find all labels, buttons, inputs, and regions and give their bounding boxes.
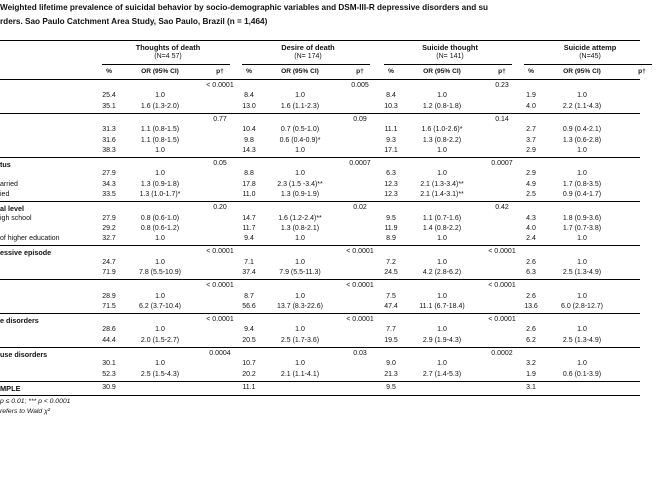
p-value: 0.23: [495, 82, 509, 89]
percent-cell: 17.8: [242, 180, 256, 188]
p-value: < 0.0001: [206, 82, 234, 89]
section-rule: [0, 245, 640, 246]
odds-ratio-cell: 1.6 (1.0-2.6)*: [421, 126, 463, 134]
percent-cell: 2.7: [526, 126, 536, 134]
percent-cell: 8.9: [386, 235, 396, 243]
group-rule: [384, 64, 512, 65]
row-label: ied: [0, 191, 10, 199]
odds-ratio-cell: 2.1 (1.4-3.1)**: [420, 191, 464, 199]
p-value: < 0.0001: [206, 316, 234, 323]
percent-cell: 6.3: [526, 269, 536, 277]
subhead-pct: %: [388, 68, 394, 75]
percent-cell: 13.0: [242, 102, 256, 110]
row-label: arried: [0, 180, 18, 188]
odds-ratio-cell: 1.0: [155, 92, 165, 100]
odds-ratio-cell: 2.9 (1.9-4.3): [422, 336, 462, 344]
section-rule: [0, 347, 640, 348]
odds-ratio-cell: 2.2 (1.1-4.3): [562, 102, 602, 110]
percent-cell: 12.3: [384, 180, 398, 188]
subhead-or: OR (95% CI): [423, 68, 461, 75]
percent-cell: 9.5: [386, 214, 396, 222]
odds-ratio-cell: 1.1 (0.8-1.5): [140, 126, 180, 134]
group-n: (N=45): [579, 53, 601, 60]
percent-cell: 2.4: [526, 235, 536, 243]
percent-cell: 8.7: [244, 292, 254, 300]
percent-cell: 11.1: [384, 126, 398, 134]
total-percent-cell: 9.5: [386, 383, 396, 391]
group-name: Suicide attemp: [563, 43, 617, 52]
odds-ratio-cell: 1.0: [295, 326, 305, 334]
percent-cell: 4.9: [526, 180, 536, 188]
p-value: 0.0007: [349, 160, 371, 167]
odds-ratio-cell: 2.3 (1.5 -3.4)**: [277, 180, 323, 188]
odds-ratio-cell: 0.6 (0.1-3.9): [562, 370, 602, 378]
percent-cell: 14.7: [242, 214, 256, 222]
odds-ratio-cell: 1.0: [295, 147, 305, 154]
percent-cell: 7.1: [244, 258, 254, 266]
percent-cell: 8.4: [386, 92, 396, 100]
percent-cell: 52.3: [102, 370, 116, 378]
section-label: essive episode: [0, 248, 52, 258]
odds-ratio-cell: 6.2 (3.7-10.4): [138, 303, 182, 310]
total-percent-cell: 30.9: [102, 383, 116, 391]
percent-cell: 10.7: [242, 360, 256, 368]
p-value: 0.0002: [491, 349, 513, 357]
odds-ratio-cell: 1.0: [577, 147, 587, 154]
percent-cell: 6.2: [526, 336, 536, 344]
odds-ratio-cell: 4.2 (2.8-6.2): [422, 269, 462, 277]
table-bottom-rule: [0, 395, 640, 396]
p-value: 0.77: [213, 115, 227, 123]
odds-ratio-cell: 1.3 (1.0-1.7)*: [139, 191, 181, 199]
footnote-significance: p ≤ 0.01; *** p < 0.0001: [0, 398, 71, 405]
odds-ratio-cell: 1.3 (0.6-2.8): [562, 136, 602, 144]
percent-cell: 44.4: [102, 336, 116, 344]
footnote-wald: refers to Wald χ²: [0, 408, 51, 415]
percent-cell: 9.8: [244, 136, 254, 144]
percent-cell: 56.6: [242, 303, 256, 310]
percent-cell: 4.3: [526, 214, 536, 222]
percent-cell: 9.0: [386, 360, 396, 368]
p-value: 0.42: [495, 204, 509, 212]
odds-ratio-cell: 0.9 (0.4-2.1): [562, 126, 602, 134]
caption-line-2: rders. Sao Paulo Catchment Area Study, Sao Paulo, Brazil (n = 1,464): [0, 17, 268, 26]
percent-cell: 9.3: [386, 136, 396, 144]
odds-ratio-cell: 6.0 (2.8-12.7): [560, 303, 604, 310]
section-label: tus: [0, 160, 11, 169]
odds-ratio-cell: 0.9 (0.4-1.7): [562, 191, 602, 199]
odds-ratio-cell: 2.0 (1.5-2.7): [140, 336, 180, 344]
p-value: 0.20: [213, 204, 227, 212]
percent-cell: 33.5: [102, 191, 116, 199]
subhead-p: p†: [356, 68, 364, 75]
odds-ratio-cell: 1.0: [155, 258, 165, 266]
odds-ratio-cell: 1.0: [577, 92, 587, 100]
percent-cell: 27.9: [102, 170, 116, 178]
group-n: (N= 141): [436, 53, 464, 60]
p-value: < 0.0001: [488, 316, 516, 323]
percent-cell: 3.2: [526, 360, 536, 368]
section-label: al level: [0, 204, 24, 214]
percent-cell: 29.2: [102, 225, 116, 232]
odds-ratio-cell: 1.0: [577, 360, 587, 368]
percent-cell: 4.0: [526, 102, 536, 110]
odds-ratio-cell: 2.5 (1.7-3.6): [280, 336, 320, 344]
odds-ratio-cell: 1.8 (0.9-3.6): [562, 214, 602, 222]
total-percent-cell: 11.1: [242, 383, 256, 391]
percent-cell: 31.3: [102, 126, 116, 134]
percent-cell: 17.1: [384, 147, 398, 154]
percent-cell: 71.9: [102, 269, 116, 277]
odds-ratio-cell: 1.0: [295, 92, 305, 100]
percent-cell: 11.7: [242, 225, 256, 232]
percent-cell: 4.0: [526, 225, 536, 232]
p-value: < 0.0001: [488, 248, 516, 256]
subhead-or: OR (95% CI): [281, 68, 319, 75]
percent-cell: 1.9: [526, 370, 536, 378]
odds-ratio-cell: 13.7 (8.3-22.6): [277, 303, 323, 310]
group-n: (N= 174): [294, 53, 322, 60]
odds-ratio-cell: 1.0: [577, 258, 587, 266]
group-rule: [242, 64, 370, 65]
p-value: < 0.0001: [206, 282, 234, 290]
section-rule: [0, 381, 640, 382]
section-rule: [0, 157, 640, 158]
odds-ratio-cell: 0.8 (0.6-1.0): [140, 214, 180, 222]
p-value: 0.03: [353, 349, 367, 357]
odds-ratio-cell: 0.8 (0.6-1.2): [140, 225, 180, 232]
odds-ratio-cell: 1.0: [155, 170, 165, 178]
odds-ratio-cell: 1.0: [437, 326, 447, 334]
p-value: < 0.0001: [206, 248, 234, 256]
percent-cell: 3.7: [526, 136, 536, 144]
percent-cell: 6.3: [386, 170, 396, 178]
odds-ratio-cell: 1.0: [437, 258, 447, 266]
odds-ratio-cell: 1.0: [295, 360, 305, 368]
percent-cell: 11.0: [242, 191, 256, 199]
percent-cell: 7.2: [386, 258, 396, 266]
percent-cell: 2.5: [526, 191, 536, 199]
odds-ratio-cell: 1.0: [155, 360, 165, 368]
header-bottom-rule: [0, 79, 640, 80]
odds-ratio-cell: 2.1 (1.1-4.1): [280, 370, 320, 378]
percent-cell: 25.4: [102, 92, 116, 100]
percent-cell: 20.5: [242, 336, 256, 344]
odds-ratio-cell: 1.0: [437, 147, 447, 154]
group-name: Thoughts of death: [135, 43, 201, 52]
percent-cell: 8.4: [244, 92, 254, 100]
subhead-or: OR (95% CI): [563, 68, 601, 75]
percent-cell: 2.6: [526, 326, 536, 334]
percent-cell: 14.3: [242, 147, 256, 154]
odds-ratio-cell: 1.0: [155, 147, 165, 154]
percent-cell: 37.4: [242, 269, 256, 277]
odds-ratio-cell: 0.7 (0.5-1.0): [280, 126, 320, 134]
odds-ratio-cell: 2.5 (1.3-4.9): [562, 269, 602, 277]
subhead-pct: %: [528, 68, 534, 75]
odds-ratio-cell: 1.7 (0.7-3.8): [562, 225, 602, 232]
odds-ratio-cell: 1.0: [437, 235, 447, 243]
odds-ratio-cell: 1.6 (1.3-2.0): [140, 102, 180, 110]
odds-ratio-cell: 1.0: [437, 92, 447, 100]
p-value: 0.0007: [491, 160, 513, 167]
subhead-p: p†: [638, 68, 646, 75]
section-rule: [0, 313, 640, 314]
group-name: Desire of death: [281, 43, 335, 52]
section-rule: [0, 201, 640, 202]
percent-cell: 7.7: [386, 326, 396, 334]
odds-ratio-cell: 1.3 (0.8-2.2): [422, 136, 462, 144]
percent-cell: 38.3: [102, 147, 116, 154]
odds-ratio-cell: 1.6 (1.1-2.3): [280, 102, 320, 110]
section-rule: [0, 279, 640, 280]
odds-ratio-cell: 7.8 (5.5-10.9): [138, 269, 182, 277]
total-label: MPLE: [0, 383, 21, 393]
percent-cell: 28.6: [102, 326, 116, 334]
percent-cell: 12.3: [384, 191, 398, 199]
percent-cell: 28.9: [102, 292, 116, 300]
subhead-p: p†: [216, 68, 224, 75]
p-value: < 0.0001: [346, 282, 374, 290]
p-value: < 0.0001: [488, 282, 516, 290]
section-label: e disorders: [0, 316, 39, 325]
odds-ratio-cell: 1.0: [577, 326, 587, 334]
odds-ratio-cell: 11.1 (6.7-18.4): [419, 303, 465, 310]
percent-cell: 24.5: [384, 269, 398, 277]
odds-ratio-cell: 1.0: [155, 326, 165, 334]
odds-ratio-cell: 1.0: [577, 292, 587, 300]
p-value: 0.14: [495, 115, 509, 123]
odds-ratio-cell: 1.0: [295, 235, 305, 243]
odds-ratio-cell: 1.2 (0.8-1.8): [422, 102, 462, 110]
p-value: < 0.0001: [346, 316, 374, 323]
group-rule: [524, 64, 652, 65]
percent-cell: 19.5: [384, 336, 398, 344]
group-rule: [102, 64, 230, 65]
percent-cell: 27.9: [102, 214, 116, 222]
group-name: Suicide thought: [422, 43, 478, 52]
odds-ratio-cell: 1.0: [155, 235, 165, 243]
odds-ratio-cell: 2.5 (1.5-4.3): [140, 370, 180, 378]
percent-cell: 35.1: [102, 102, 116, 110]
percent-cell: 24.7: [102, 258, 116, 266]
odds-ratio-cell: 1.6 (1.2-2.4)**: [278, 214, 322, 222]
odds-ratio-cell: 1.3 (0.9-1.8): [140, 180, 180, 188]
percent-cell: 10.4: [242, 126, 256, 134]
percent-cell: 10.3: [384, 102, 398, 110]
caption-line-1: Weighted lifetime prevalence of suicidal behavior by socio-demographic variables and DSM-III-R depressive disorders and su: [0, 3, 489, 12]
subhead-or: OR (95% CI): [141, 68, 179, 75]
odds-ratio-cell: 1.0: [295, 170, 305, 178]
percent-cell: 20.2: [242, 370, 256, 378]
p-value: 0.005: [351, 82, 369, 89]
row-label: igh school: [0, 214, 32, 222]
odds-ratio-cell: 2.1 (1.3-3.4)**: [420, 180, 464, 188]
p-value: 0.0004: [209, 349, 231, 357]
odds-ratio-cell: 1.4 (0.8-2.2): [422, 225, 462, 232]
odds-ratio-cell: 1.0: [155, 292, 165, 300]
percent-cell: 11.9: [384, 225, 398, 232]
percent-cell: 7.5: [386, 292, 396, 300]
odds-ratio-cell: 1.0: [577, 170, 587, 178]
percent-cell: 31.6: [102, 136, 116, 144]
group-n: (N=4 57): [154, 53, 182, 60]
odds-ratio-cell: 2.5 (1.3-4.9): [562, 336, 602, 344]
percent-cell: 21.3: [384, 370, 398, 378]
p-value: 0.05: [213, 160, 227, 167]
odds-ratio-cell: 7.9 (5.5-11.3): [279, 269, 321, 277]
p-value: < 0.0001: [346, 248, 374, 256]
odds-ratio-cell: 1.1 (0.7-1.6): [422, 214, 462, 222]
odds-ratio-cell: 1.3 (0.8-2.1): [280, 225, 320, 232]
odds-ratio-cell: 1.0: [577, 235, 587, 243]
percent-cell: 2.9: [526, 147, 536, 154]
odds-ratio-cell: 2.7 (1.4-5.3): [422, 370, 462, 378]
percent-cell: 2.6: [526, 292, 536, 300]
odds-ratio-cell: 1.1 (0.8-1.5): [140, 136, 180, 144]
odds-ratio-cell: 1.0: [437, 292, 447, 300]
percent-cell: 8.8: [244, 170, 254, 178]
percent-cell: 34.3: [102, 180, 116, 188]
section-rule: [0, 113, 640, 114]
table-top-rule: [0, 40, 640, 41]
odds-ratio-cell: 1.0: [437, 360, 447, 368]
subhead-p: p†: [498, 68, 506, 75]
percent-cell: 30.1: [102, 360, 116, 368]
odds-ratio-cell: 0.6 (0.4-0.9)*: [279, 136, 321, 144]
percent-cell: 1.9: [526, 92, 536, 100]
section-label: use disorders: [0, 349, 48, 359]
row-label: of higher education: [0, 235, 60, 243]
percent-cell: 2.9: [526, 170, 536, 178]
percent-cell: 47.4: [384, 303, 398, 310]
odds-ratio-cell: 1.0: [295, 292, 305, 300]
subhead-pct: %: [246, 68, 252, 75]
p-value: 0.09: [353, 115, 367, 123]
odds-ratio-cell: 1.0: [295, 258, 305, 266]
odds-ratio-cell: 1.7 (0.8-3.5): [562, 180, 602, 188]
percent-cell: 9.4: [244, 326, 254, 334]
p-value: 0.02: [353, 204, 367, 212]
odds-ratio-cell: 1.0: [437, 170, 447, 178]
percent-cell: 2.6: [526, 258, 536, 266]
total-percent-cell: 3.1: [526, 383, 536, 391]
percent-cell: 9.4: [244, 235, 254, 243]
percent-cell: 71.5: [102, 303, 116, 310]
percent-cell: 32.7: [102, 235, 116, 243]
odds-ratio-cell: 1.3 (0.9-1.9): [280, 191, 320, 199]
subhead-pct: %: [106, 68, 112, 75]
percent-cell: 13.6: [524, 303, 538, 310]
